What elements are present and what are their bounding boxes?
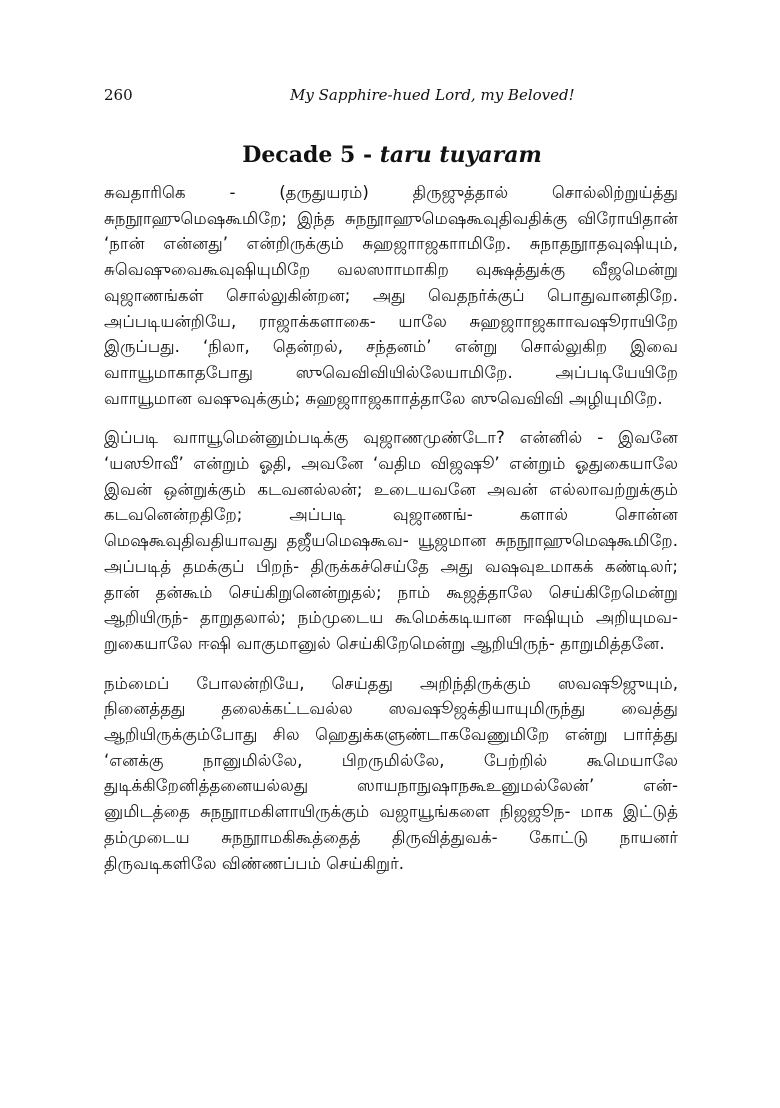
commentary-body — [104, 180, 678, 876]
decade-title: Decade 5 — [242, 142, 356, 168]
heading-separator: - — [355, 142, 380, 168]
running-title: My Sapphire-hued Lord, my Beloved! — [290, 86, 575, 104]
decade-subtitle: taru tuyaram — [379, 142, 542, 168]
decade-heading — [104, 142, 680, 168]
paragraph-1: சுவதாரிகெ - (தருதுயரம்) திருஜுத்தால் சொல்லிற்றுய்த்து சுநநூாஹுமெஷகூமிறே; இந்த சுநநூாஹுமெஷகூவுதிவதிக்கு விரோயிதான் ‘நான் என்னது’ என்றிருக்கும் சுஹஜாாஜகாாமிறே. சுநாதநூாதவுஷியும், சுவெஷுவைகூவுஷியுமிறே வலஸாாமாகிற வுக்ஷத்துக்கு வீஜமென்று வுஜாணங்கள் சொல்லுகின்றன; அது வெதநர்க்குப் பொதுவானதிறே. அப்படியன்றியே, ராஜாக்களாகை- யாலே சுஹஜாாஜகாாவஷூராயிறே இருப்பது. ‘நிலா, தென்றல், சந்தனம்’ என்று சொல்லுகிற இவை வாாயூமாகாதபோது ஸுவெவிவியில்லேயாமிறே. அப்படியேயிறே வாாயூமான வஷுவுக்கும்; சுஹஜாாஜகாாத்தாலே ஸுவெவிவி அழியுமிறே. — [104, 183, 678, 408]
page-number: 260 — [104, 86, 133, 104]
page-header — [104, 86, 680, 108]
paragraph-2: இப்படி வாாயூமென்னும்படிக்கு வுஜாணமுண்டோ? என்னில் - இவனே ‘யஸூாவீ’ என்றும் ஓதி, அவனே ‘வதிம விஜஷூ’ என்றும் ஓதுகையாலே இவன் ஒன்றுக்கும் கடவனல்லன்; உடையவனே அவன் எல்லாவற்றுக்கும் கடவனென்றதிறே; அப்படி வுஜாணங்- களால் சொன்ன மெஷகூவுதிவதியாவது தஜீயமெஷகூவ- யூஜமான சுநநூாஹுமெஷகூமிறே. அப்படித் தமக்குப் பிறந்- திருக்கச்செய்தே அது வஷவுஉமாகக் கண்டிலர்; தான் தன்கூம் செய்கிறுனென்றுதல்; நாம் கூஜத்தாலே செய்கிறேமென்று ஆறியிருந்- தாறுதலால்; நம்முடைய கூமெக்கடியான ஈஷியும் அறியுமவ- றுகையாலே ஈஷி வாகுமானுல் செய்கிறேமென்று ஆறியிருந்- தாறுமித்தனே. — [104, 428, 678, 653]
paragraph-3: நம்மைப் போலன்றியே, செய்தது அறிந்திருக்கும் ஸவஷூஜுயும், நினைத்தது தலைக்கட்டவல்ல ஸவஷூஜக்தியாயுமிருந்து வைத்து ஆறியிருக்கும்போது சில ஹெதுக்களுண்டாகவேணுமிறே என்று பார்த்து ‘எனக்கு நானுமில்லே, பிறருமில்லே, பேற்றில் கூமெயாலே துடிக்கிறேனித்தனையல்லது ஸாயநாநுஷாநகூஉனுமல்லேன்’ என்- னுமிடத்தை சுநநூாமகிளாயிருக்கும் வஜாயூங்களை நிஜஜூந- மாக இட்டுத் தம்முடைய சுநநூாமகிகூத்தைத் திருவித்துவக்- கோட்டு நாயனர் திருவடிகளிலே விண்ணப்பம் செய்கிறுர். — [104, 673, 678, 873]
